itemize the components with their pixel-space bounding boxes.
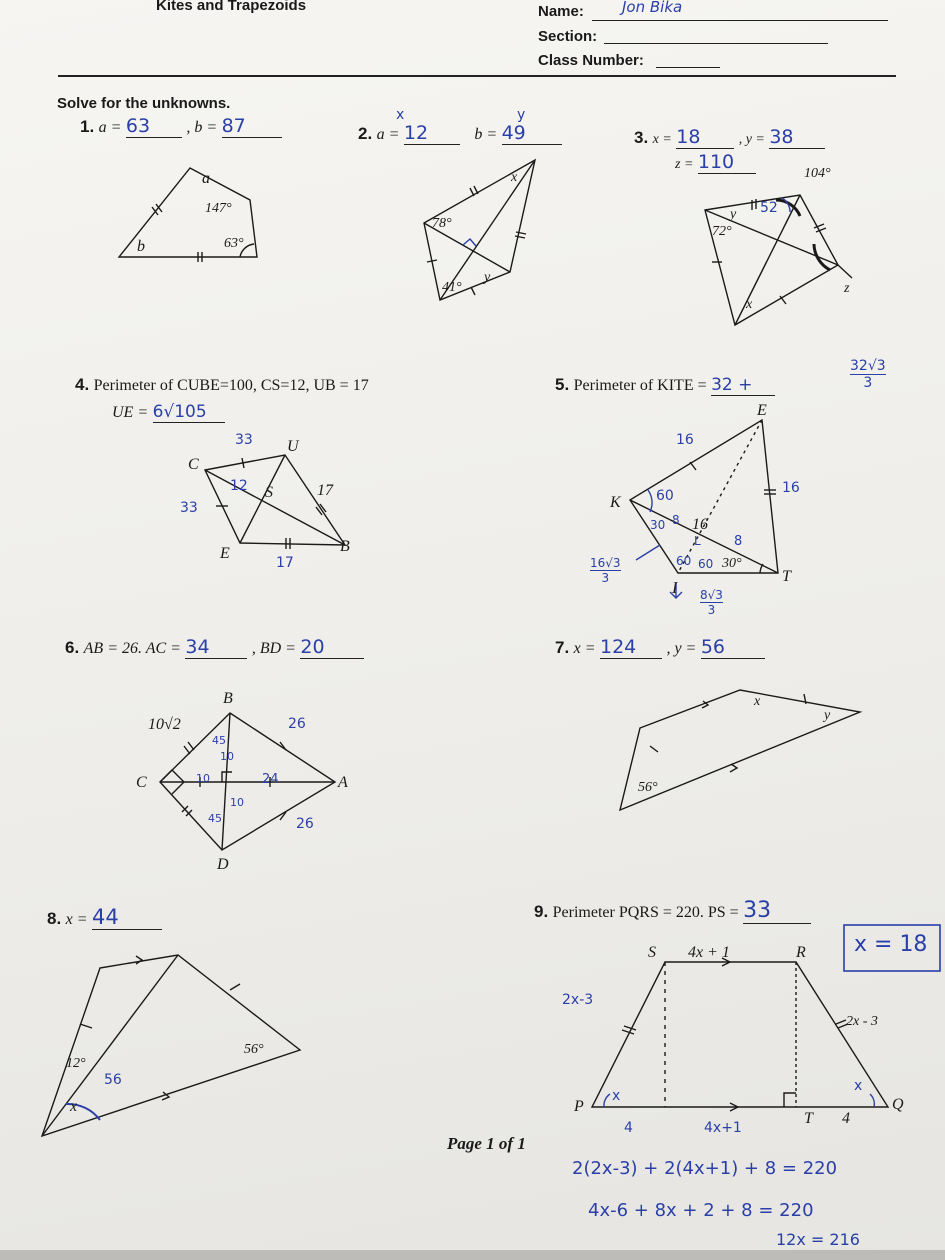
p3-label-x: x <box>746 297 753 312</box>
p6-statement: AB = 26. AC = <box>83 640 181 657</box>
problem-4 <box>75 375 369 395</box>
p9-label-T: T <box>804 1110 813 1127</box>
p5-hand-frac2-num: 8√3 <box>700 588 723 602</box>
p5-hand-frac2-den: 3 <box>707 603 716 617</box>
name-label: Name: <box>538 3 584 20</box>
p5-answer-frac-num: 32√3 <box>850 358 886 374</box>
p4-hand-17: 17 <box>276 555 294 571</box>
problem-1 <box>80 115 282 138</box>
p5-hand-60-bottom-right: 60 <box>698 557 714 571</box>
problem-9 <box>534 898 811 924</box>
p6-hand-45-bottom: 45 <box>208 812 222 825</box>
p9-work-line-2: 4x-6 + 8x + 2 + 8 = 220 <box>588 1200 814 1221</box>
p6-label-B: B <box>223 690 233 707</box>
p2-x-hand: x <box>396 107 405 123</box>
p5-statement: Perimeter of KITE = <box>573 377 707 394</box>
p6-label-D: D <box>217 856 229 873</box>
p3-x-label: x = <box>652 132 672 147</box>
p4-hand-12: 12 <box>230 478 248 494</box>
instructions: Solve for the unknowns. <box>57 95 231 112</box>
p3-y-label: , y = <box>738 132 765 147</box>
p8-angle-56: 56° <box>244 1042 264 1057</box>
class-number-label: Class Number: <box>538 52 644 69</box>
p2-b-answer: 49 <box>501 122 526 144</box>
p2-a-answer: 12 <box>403 122 429 144</box>
p5-hand-L: L <box>694 534 701 548</box>
p3-angle-72: 72° <box>712 224 732 239</box>
p5-kite-figure <box>630 420 778 598</box>
problem-1-number: 1. <box>80 117 95 136</box>
p7-label-y: y <box>824 708 831 723</box>
p4-kite-figure <box>205 455 345 549</box>
p8-hand-56: 56 <box>104 1072 122 1088</box>
p5-hand-60-top: 60 <box>656 488 674 504</box>
p6-hand-24: 24 <box>262 772 279 787</box>
p9-ps-answer: 33 <box>743 898 772 923</box>
problem-3-number: 3. <box>634 128 649 147</box>
p5-answer-part1: 32 + <box>711 375 753 395</box>
p6-label-C: C <box>136 774 147 791</box>
problem-9-number: 9. <box>534 902 549 921</box>
p7-x-label: x = <box>573 640 596 657</box>
p4-ue-answer: 6√105 <box>152 402 207 422</box>
p2-angle-78: 78° <box>432 216 452 231</box>
p5-hand-60-bottom-left: 60 <box>676 554 692 568</box>
p9-hand-bottom: 4x+1 <box>704 1120 742 1136</box>
problem-2-number: 2. <box>358 124 373 143</box>
p5-label-16: 16 <box>692 516 708 533</box>
p1-label-b: b <box>137 238 145 255</box>
p9-label-S: S <box>648 944 656 961</box>
p7-x-answer: 124 <box>600 636 637 658</box>
p9-hand-left-side: 2x-3 <box>562 992 594 1008</box>
p4-ue-label: UE = <box>112 404 149 421</box>
p3-z-answer: 110 <box>697 151 735 173</box>
p5-hand-16-top: 16 <box>676 432 694 448</box>
p6-bd-answer: 20 <box>300 636 325 658</box>
p9-hand-x-left: x <box>612 1088 621 1104</box>
p3-label-z: z <box>844 281 850 296</box>
p6-hand-26-bottom: 26 <box>296 816 314 832</box>
p1-b-answer: 87 <box>221 115 246 137</box>
p1-a-label: a = <box>98 119 122 136</box>
p8-angle-12: 12° <box>66 1056 86 1071</box>
p5-hand-30: 30 <box>650 518 666 532</box>
p3-hand-52: 52 <box>760 200 778 216</box>
p9-label-R: R <box>796 944 806 961</box>
p3-z-label: z = <box>675 157 694 172</box>
p8-x-label: x = <box>65 911 88 928</box>
p5-angle-30: 30° <box>722 556 742 571</box>
p4-label-C: C <box>188 456 199 473</box>
p3-x-answer: 18 <box>676 126 701 148</box>
p3-y-answer: 38 <box>769 126 794 148</box>
p6-ac-answer: 34 <box>185 636 210 658</box>
p5-hand-frac1-den: 3 <box>601 571 610 585</box>
p9-label-4: 4 <box>842 1110 850 1127</box>
p2-b-label: b = <box>474 126 498 143</box>
p3-kite-figure <box>705 195 852 325</box>
problem-8 <box>47 905 162 930</box>
p9-label-right-side: 2x - 3 <box>846 1014 878 1029</box>
p5-hand-frac1-num: 16√3 <box>590 556 621 570</box>
p4-label-U: U <box>287 438 299 455</box>
p2-label-x: x <box>511 170 518 185</box>
p1-b-label: , b = <box>186 119 218 136</box>
p7-y-answer: 56 <box>700 636 725 658</box>
p8-x-answer: 44 <box>92 905 119 929</box>
p1-angle-147: 147° <box>205 201 232 216</box>
p4-hand-33-left: 33 <box>180 500 198 516</box>
p9-label-top: 4x + 1 <box>688 944 730 961</box>
p5-hand-8-left: 8 <box>672 513 680 527</box>
p6-hand-45-top: 45 <box>212 734 226 747</box>
p6-hand-26-top: 26 <box>288 716 306 732</box>
problem-7 <box>555 636 765 659</box>
p5-label-T: T <box>782 568 791 585</box>
p3-angle-104: 104° <box>804 166 831 181</box>
p5-hand-fraction-16r3 <box>590 556 621 585</box>
p5-hand-fraction-8r3 <box>700 588 723 617</box>
p6-hand-10-left: 10 <box>196 772 210 785</box>
p9-hand-4: 4 <box>624 1120 633 1136</box>
p6-label-A: A <box>338 774 348 791</box>
p7-angle-56: 56° <box>638 780 658 795</box>
p2-label-y: y <box>484 270 491 285</box>
problem-3 <box>634 126 825 149</box>
name-signature: Jon Bika <box>622 0 683 16</box>
p7-label-x: x <box>754 694 761 709</box>
p4-label-S: S <box>265 484 273 501</box>
section-label: Section: <box>538 28 598 45</box>
p1-a-answer: 63 <box>125 115 151 137</box>
p2-a-label: a = <box>376 126 400 143</box>
problem-2 <box>358 122 562 145</box>
p4-statement: Perimeter of CUBE=100, CS=12, UB = 17 <box>93 377 369 394</box>
problem-5-number: 5. <box>555 375 570 394</box>
p5-answer-frac-den: 3 <box>863 375 873 391</box>
bottom-edge-bar <box>0 1250 945 1260</box>
problem-6 <box>65 636 364 659</box>
p9-statement: Perimeter PQRS = 220. PS = <box>552 904 739 921</box>
p6-hand-10-top: 10 <box>220 750 234 763</box>
problem-4-number: 4. <box>75 375 90 394</box>
p9-label-P: P <box>574 1098 584 1115</box>
worksheet-title: Kites and Trapezoids <box>156 0 307 14</box>
p2-y-hand: y <box>517 107 526 123</box>
p5-hand-8-right: 8 <box>734 534 743 549</box>
p3-label-y: y <box>730 207 737 222</box>
p6-label-10r2: 10√2 <box>148 716 181 733</box>
p9-boxed-solution: x = 18 <box>854 932 928 957</box>
p9-label-Q: Q <box>892 1096 904 1113</box>
p9-hand-x-right: x <box>854 1078 863 1094</box>
problem-5 <box>555 375 775 396</box>
problem-7-number: 7. <box>555 638 570 657</box>
p8-label-x: x <box>70 1098 78 1115</box>
problem-3-z <box>675 151 756 174</box>
p1-label-a: a <box>202 170 210 187</box>
p5-answer-fraction <box>850 358 886 391</box>
p6-hand-10-bottom: 10 <box>230 796 244 809</box>
p7-y-label: , y = <box>666 640 697 657</box>
p5-hand-16-right: 16 <box>782 480 800 496</box>
p5-label-I: I <box>672 580 678 597</box>
problem-8-number: 8. <box>47 909 62 928</box>
p4-hand-33-top: 33 <box>235 432 253 448</box>
page-footer: Page 1 of 1 <box>447 1134 526 1153</box>
p1-angle-63: 63° <box>224 236 244 251</box>
p5-label-E: E <box>757 402 767 419</box>
p9-work-line-1: 2(2x-3) + 2(4x+1) + 8 = 220 <box>572 1158 838 1179</box>
p5-label-K: K <box>610 494 621 511</box>
p4-label-17: 17 <box>317 482 333 499</box>
p6-bd-label: , BD = <box>251 640 296 657</box>
p2-angle-41: 41° <box>442 280 462 295</box>
problem-6-number: 6. <box>65 638 80 657</box>
p4-label-B: B <box>340 538 350 555</box>
p9-work-line-3: 12x = 216 <box>776 1230 860 1249</box>
problem-4-ue <box>112 402 225 423</box>
p4-label-E: E <box>220 545 230 562</box>
